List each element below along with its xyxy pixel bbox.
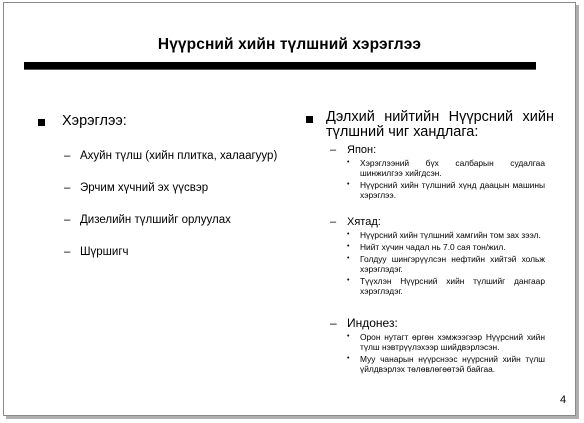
dot-bullet-icon: •: [347, 355, 350, 362]
group-name: Хятад:: [347, 216, 381, 228]
slide: [3, 2, 576, 416]
dot-bullet-icon: •: [347, 243, 350, 250]
title-divider-thin: [24, 69, 536, 70]
list-item: [347, 230, 558, 240]
dash-bullet-icon: –: [330, 216, 337, 228]
group-heading: [330, 316, 558, 330]
left-heading-row: [38, 113, 288, 130]
group-name: Индонез:: [347, 316, 398, 330]
dot-bullet-icon: •: [347, 181, 350, 188]
list-item-text: Хэрэглээний бүх салбарын судалгаа шинжилгээ хийгдсэн.: [360, 158, 545, 178]
list-item: [347, 332, 558, 352]
group-heading: [330, 144, 558, 156]
list-item: [347, 242, 558, 252]
dash-bullet-icon: –: [64, 182, 71, 194]
title-divider: [24, 62, 536, 69]
list-item-text: Муу чанарын нүүрснээс нүүрсний хийн түлш үйлдвэрлэх төлөвлөгөөтэй байгаа.: [360, 354, 545, 374]
slide-title: Нүүрсний хийн түлшний хэрэглээ: [157, 36, 422, 53]
list-item: [347, 354, 558, 374]
list-item: [347, 254, 558, 274]
list-item: [64, 214, 288, 226]
list-item-text: Эрчим хүчний эх үүсвэр: [80, 182, 209, 194]
dash-bullet-icon: –: [330, 316, 337, 330]
left-column: [38, 113, 288, 258]
list-item: [347, 276, 558, 296]
list-item: [64, 150, 288, 162]
dot-bullet-icon: •: [347, 277, 350, 284]
list-item: [64, 182, 288, 194]
dash-bullet-icon: –: [64, 150, 71, 162]
right-heading-row: [306, 110, 558, 140]
list-item: [347, 180, 558, 200]
country-group-china: [330, 216, 558, 296]
dot-bullet-icon: •: [347, 159, 350, 166]
list-item: [347, 158, 558, 178]
dash-bullet-icon: –: [64, 246, 71, 258]
list-item-text: Нүүрсний хийн түлшний хүнд даацын машины хэрэглээ.: [360, 180, 545, 200]
left-heading: Хэрэглээ:: [62, 113, 127, 129]
list-item-text: Ахуйн түлш (хийн плитка, халаагуур): [80, 150, 278, 162]
list-item: [64, 246, 288, 258]
dot-bullet-icon: •: [347, 333, 350, 340]
dash-bullet-icon: –: [330, 144, 337, 156]
list-item-text: Түүхлэн Нүүрсний хийн түлшийг дангаар хэрэглэдэг.: [360, 276, 545, 296]
page-number: 4: [560, 394, 567, 406]
square-bullet-icon: [38, 119, 45, 126]
dot-bullet-icon: •: [347, 231, 350, 238]
square-bullet-icon: [306, 116, 313, 123]
dot-bullet-icon: •: [347, 255, 350, 262]
list-item-text: Нүүрсний хийн түлшний хамгийн том зах зээл.: [360, 230, 541, 240]
dash-bullet-icon: –: [64, 214, 71, 226]
right-heading: Дэлхий нийтийн Нүүрсний хийн түлшний чиг хандлага:: [326, 109, 554, 140]
list-item-text: Орон нутагт өргөн хэмжээгээр Нүүрсний хийн түлш нэвтрүүлэхээр шийдвэрлэсэн.: [360, 332, 545, 352]
list-item-text: Нийт хүчин чадал нь 7.0 сая тон/жил.: [360, 242, 506, 252]
country-group-indonesia: [330, 316, 558, 374]
group-heading: [330, 216, 558, 228]
country-group-japan: [330, 144, 558, 200]
list-item-text: Шүршигч: [80, 246, 129, 258]
list-item-text: Дизелийн түлшийг орлуулах: [80, 214, 231, 226]
group-name: Япон:: [347, 144, 377, 156]
list-item-text: Голдуу шингэрүүлсэн нефтийн хийтэй хольж хэрэглэдэг.: [360, 254, 545, 274]
right-column: [306, 110, 558, 374]
